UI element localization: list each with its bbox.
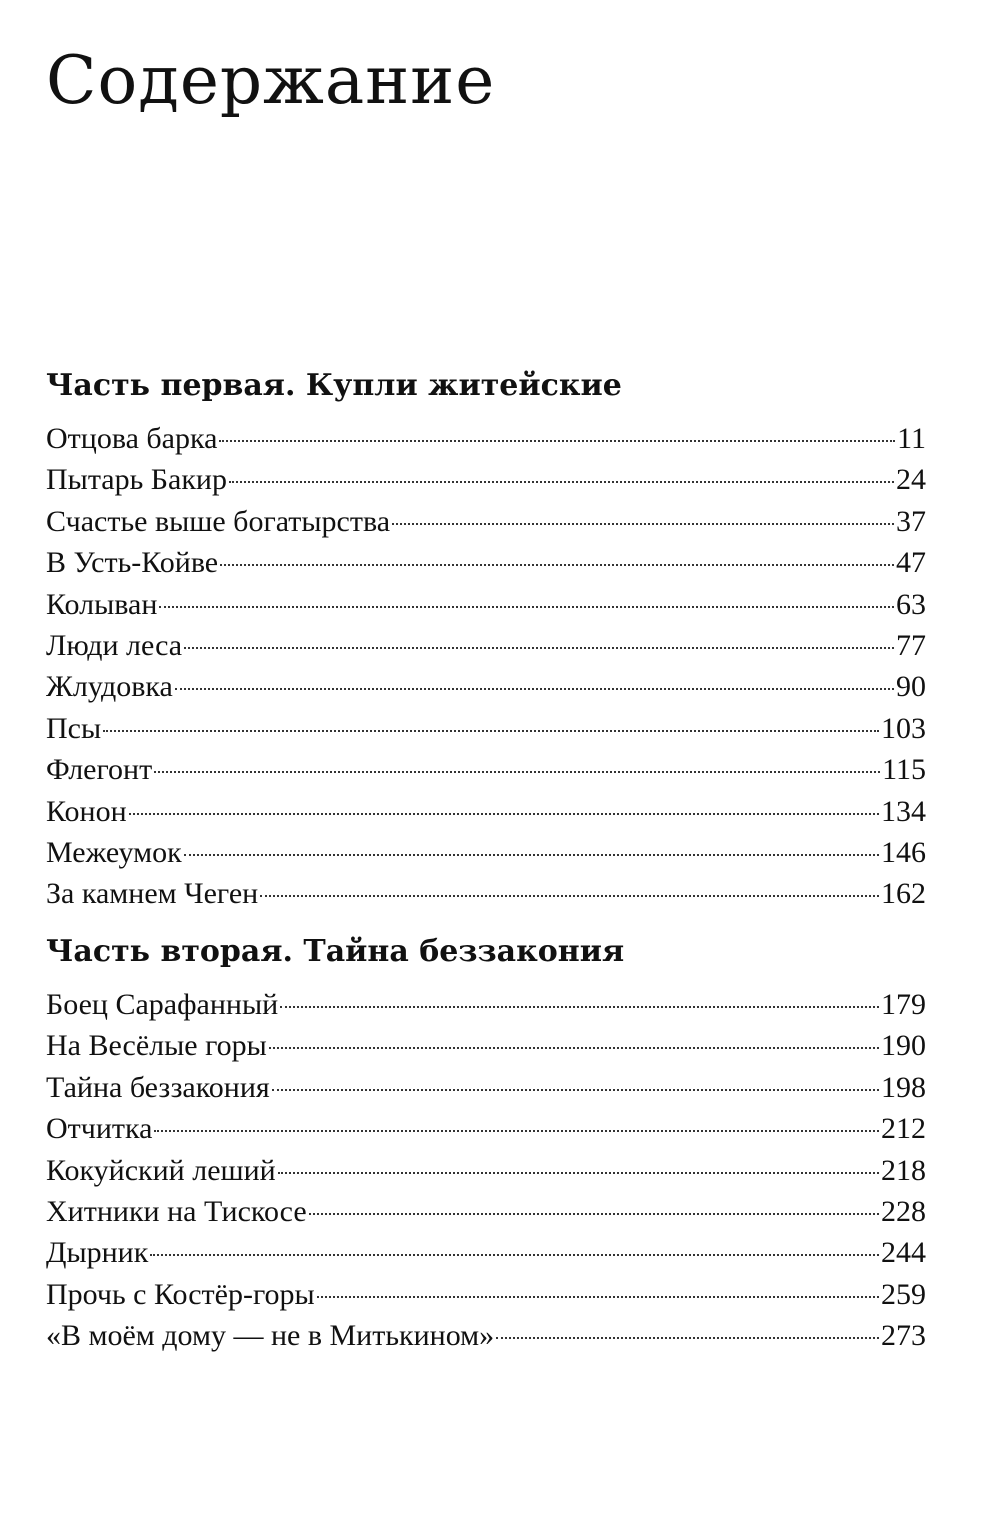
toc-entry [46, 1232, 926, 1273]
toc-entry-title: Колыван [46, 587, 158, 621]
toc-entry-page: 115 [882, 753, 926, 787]
dot-leader [392, 523, 894, 525]
toc-entry-page: 77 [896, 628, 926, 662]
dot-leader [260, 895, 879, 897]
toc-entry-page: 212 [881, 1112, 926, 1146]
page-title: Содержание [46, 42, 496, 119]
part-heading: Часть первая. Купли житейские [46, 368, 622, 403]
toc-entry [46, 1025, 926, 1066]
toc-entry-page: 47 [896, 546, 926, 580]
toc-entry-page: 63 [896, 587, 926, 621]
toc-entry [46, 418, 926, 459]
toc-entry-title: Флегонт [46, 753, 153, 787]
dot-leader [219, 440, 895, 442]
toc-entry-title: Жлудовка [46, 670, 173, 704]
toc-entry-title: Боец Сарафанный [46, 988, 279, 1021]
toc-entry-page: 90 [896, 670, 926, 704]
dot-leader [129, 813, 879, 815]
toc-entry [46, 1067, 926, 1108]
toc-entry-title: Счастье выше богатырства [46, 504, 391, 538]
dot-leader [278, 1172, 879, 1174]
toc-entry-page: 198 [881, 1070, 926, 1104]
dot-leader [229, 481, 894, 483]
toc-entry [46, 1108, 926, 1149]
toc-entry [46, 749, 926, 790]
dot-leader [154, 771, 880, 773]
toc-entry-title: Пытарь Бакир [46, 463, 227, 497]
dot-leader [272, 1089, 879, 1091]
toc-entry-title: Дырник [46, 1236, 149, 1270]
toc-entry [46, 984, 926, 1025]
dot-leader [150, 1254, 879, 1256]
dot-leader [175, 688, 894, 690]
toc-entry-title: Тайна беззакония [46, 1070, 270, 1104]
toc-entry-title: Конон [46, 794, 127, 828]
toc-entry-page: 134 [881, 794, 926, 828]
toc-entry-page: 11 [897, 422, 926, 455]
toc-entries [46, 984, 926, 1357]
dot-leader [309, 1213, 879, 1215]
toc-entry-page: 218 [881, 1153, 926, 1187]
toc-entry [46, 625, 926, 666]
toc-entry [46, 542, 926, 583]
toc-entry-title: Хитники на Тискосе [46, 1194, 307, 1228]
toc-entry-title: Отчитка [46, 1112, 153, 1146]
toc-entry-page: 244 [881, 1236, 926, 1270]
dot-leader [280, 1006, 879, 1008]
toc-entry-page: 273 [881, 1319, 926, 1353]
toc-entry-title: За камнем Чеген [46, 877, 259, 911]
toc-entry [46, 873, 926, 914]
toc-entry [46, 459, 926, 500]
dot-leader [220, 564, 894, 566]
toc-entry [46, 791, 926, 832]
toc-entry [46, 708, 926, 749]
toc-entry-title: На Весёлые горы [46, 1029, 267, 1063]
toc-entry-title: Межеумок [46, 835, 182, 869]
toc-entry-title: «В моём дому — не в Митькином» [46, 1319, 495, 1353]
toc-entry-title: Люди леса [46, 628, 183, 662]
toc-entry-title: В Усть-Койве [46, 546, 219, 580]
toc-entry [46, 832, 926, 873]
toc-entry-page: 259 [881, 1277, 926, 1311]
toc-entry [46, 666, 926, 707]
dot-leader [269, 1047, 879, 1049]
toc-entries [46, 418, 926, 915]
toc-entry-title: Прочь с Костёр-горы [46, 1277, 315, 1311]
toc-entry [46, 1274, 926, 1315]
toc-entry-title: Кокуйский леший [46, 1153, 276, 1187]
dot-leader [154, 1130, 879, 1132]
dot-leader [103, 730, 879, 732]
toc-entry-title: Псы [46, 711, 102, 745]
toc-part-2 [46, 928, 926, 1357]
dot-leader [496, 1337, 879, 1339]
toc-entry-title: Отцова барка [46, 422, 218, 455]
toc-entry-page: 103 [881, 711, 926, 745]
toc-entry-page: 179 [881, 988, 926, 1021]
dot-leader [184, 647, 894, 649]
part-heading: Часть вторая. Тайна беззакония [46, 934, 625, 969]
toc-entry-page: 24 [896, 463, 926, 497]
toc-entry [46, 1315, 926, 1356]
toc-entry [46, 1191, 926, 1232]
toc-entry [46, 1150, 926, 1191]
toc-entry-page: 162 [881, 877, 926, 911]
toc-part-1 [46, 362, 926, 915]
toc-entry [46, 501, 926, 542]
dot-leader [317, 1296, 879, 1298]
dot-leader [184, 854, 879, 856]
dot-leader [159, 606, 894, 608]
toc-entry-page: 146 [881, 835, 926, 869]
toc-entry [46, 584, 926, 625]
toc-entry-page: 37 [896, 504, 926, 538]
toc-entry-page: 190 [881, 1029, 926, 1063]
toc-entry-page: 228 [881, 1194, 926, 1228]
